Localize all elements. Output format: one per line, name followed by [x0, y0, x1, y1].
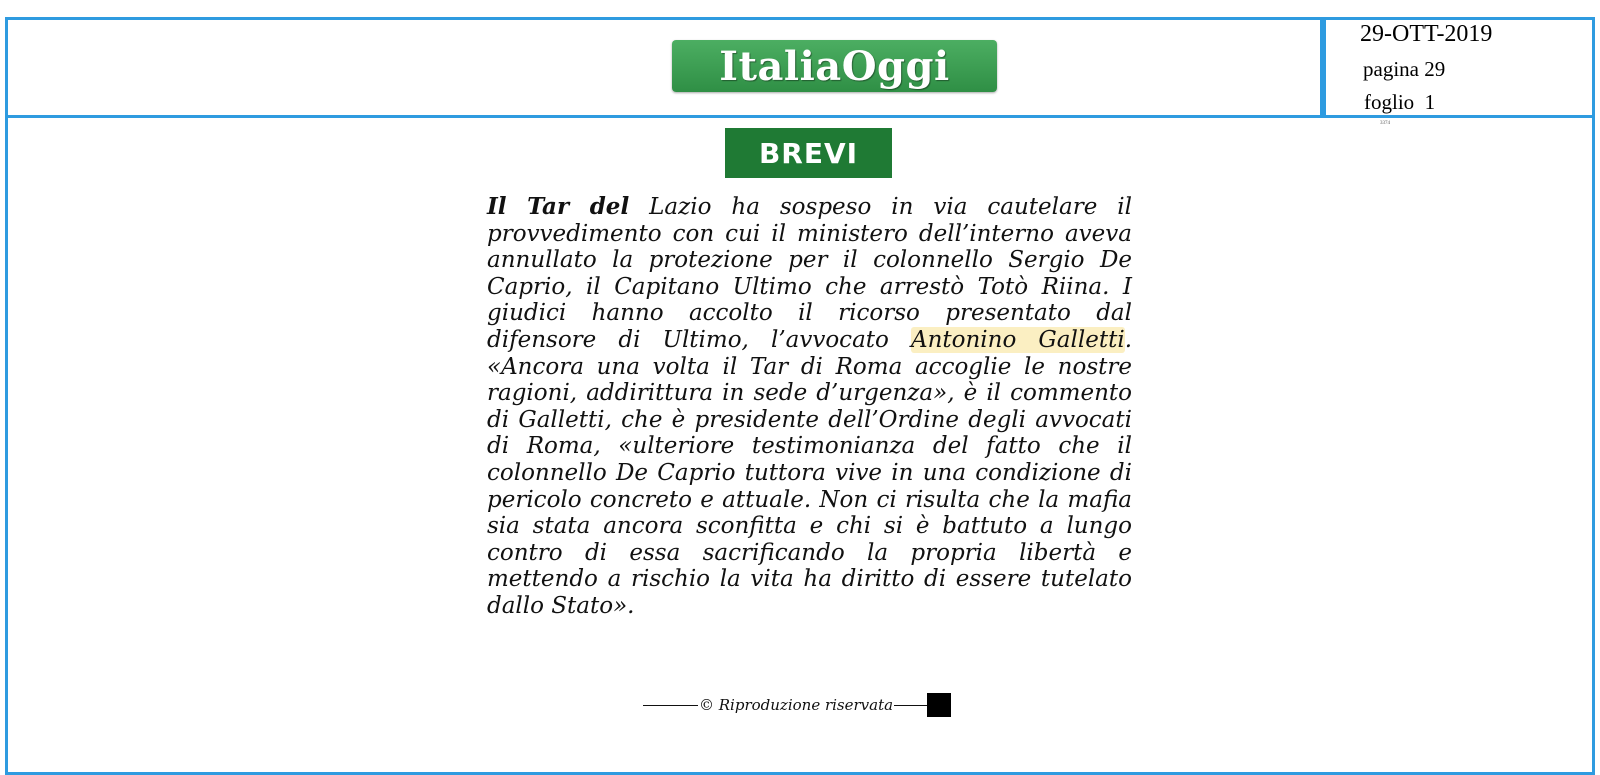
sheet-number: foglio 1 — [1364, 90, 1436, 114]
copyright-text: © Riproduzione riservata — [699, 696, 894, 714]
masthead-frame — [5, 17, 1323, 118]
clipping-code: 3374 — [1380, 121, 1390, 126]
highlighted-name: Antonino Galletti — [910, 326, 1125, 353]
copyright-note — [643, 693, 951, 717]
italiaoggi-logo: ItaliaOggi — [672, 40, 997, 92]
article-text-part-1: Lazio ha sospeso in via cautelare il provvedimento con cui il ministero dell’interno aveva annullato la protezione per il colonnello Sergio De Caprio, il Capitano Ultimo che arrestò Totò Riina. I giudici hanno accolto il ricorso presentato dal difensore di Ultimo, l’avvocato — [487, 194, 1132, 353]
section-header-brevi: BREVI — [725, 128, 892, 178]
publication-date: 29-OTT-2019 — [1360, 21, 1493, 47]
article-text-part-2: . «Ancora una volta il Tar di Roma accoglie le nostre ragioni, addirittura in sede d’urgenza», è il commento di Galletti, che è presidente dell’Ordine degli avvocati di Roma, «ulteriore testimonianza del fatto che il colonnello De Caprio tuttora vive in una condizione di pericolo concreto e attuale. Non ci risulta che la mafia sia stata ancora sconfitta e chi si è battuto a lungo contro di essa sacrificando la propria libertà e mettendo a rischio la vita ha diritto di essere tutelato dallo Stato». — [487, 326, 1132, 619]
footer-rule-left — [643, 705, 698, 706]
article-body — [487, 194, 1132, 620]
page-number: pagina 29 — [1363, 57, 1446, 81]
article-lead: Il Tar del — [487, 193, 630, 220]
end-square-icon — [927, 693, 951, 717]
footer-rule-right — [894, 705, 927, 706]
